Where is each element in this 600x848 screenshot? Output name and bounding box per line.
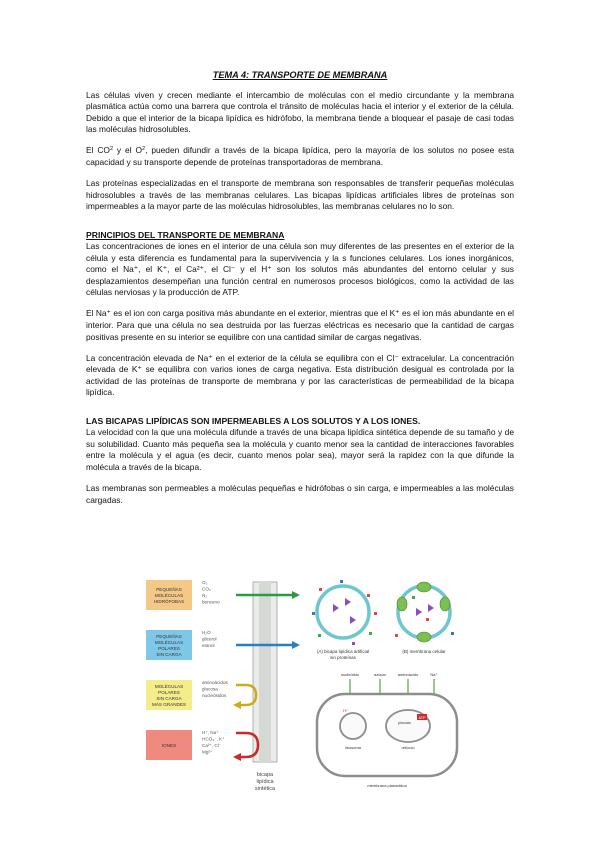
category-label: MÁS GRANDES (152, 702, 186, 707)
lipid-bilayer-core (259, 582, 271, 762)
molecule-item: benceno (202, 599, 220, 605)
bilayer-label-1: bicapa (256, 772, 274, 778)
cell-a-label-2: sin proteínas (330, 655, 356, 660)
arrow-head (233, 753, 241, 761)
label-hplus: H⁺ (343, 708, 348, 713)
section-heading-bicapas: LAS BICAPAS LIPÍDICAS SON IMPERMEABLES A LOS SOLUTOS Y A LOS IONES. (86, 416, 421, 427)
label-membrana-plasmatica: membrana plasmática (367, 783, 407, 788)
category-label: MOLÉCULAS (154, 593, 184, 598)
category-label: HIDRÓFOBAS (153, 599, 185, 604)
label-azucar: azúcar (373, 672, 387, 677)
document-page (86, 70, 514, 506)
molecule-item: etanol (202, 643, 215, 648)
plasma-membrane (317, 694, 457, 776)
page-title: TEMA 4: TRANSPORTE DE MEMBRANA (212, 70, 388, 80)
category-label: PEQUEÑAS (156, 587, 182, 592)
section2-paragraph-2: Las membranas son permeables a moléculas pequeñas e hidrófobas o sin carga, e impermeables a las moléculas cargadas. (86, 482, 514, 505)
lysosome (340, 713, 366, 739)
bilayer-label-3: sintética (254, 786, 276, 792)
label-aminoacido: aminoácido (397, 672, 419, 677)
section-heading-principios: PRINCIPIOS DEL TRANSPORTE DE MEMBRANA (86, 229, 285, 240)
category-label: SIN CARGA (156, 696, 182, 701)
section1-paragraph-2: El Na⁺ es el ion con carga positiva más abundante en el exterior, mientras que el K⁺ es el ion más abundante en el interior. Para que una célula no sea destruida por las fuerzas eléctricas es necesario que la cantidad de cargas positivas presente en su interior se equilibre con una cantidad similar de cargas negativas. (86, 308, 514, 342)
molecule-item: Mg²⁺ (202, 749, 213, 755)
artificial-bilayer-cell (317, 586, 369, 638)
molecule-item: glucosa (202, 686, 218, 692)
category-label: POLARES (158, 690, 180, 695)
cell-membrane-cell (398, 586, 450, 638)
category-label: IONES (161, 743, 177, 748)
label-na: Na⁺ (430, 672, 438, 677)
arrow-head (233, 701, 241, 709)
molecule-item: H₂O (202, 630, 211, 635)
category-label: PEQUEÑAS (156, 634, 182, 639)
label-piruvato: piruvato (398, 721, 411, 725)
section2-paragraph-1: La velocidad con la que una molécula difunde a través de una bicapa lipídica sintética depende de su tamaño y de su solubilidad. Cuanto más pequeña sea la molécula y cuanto menor sea la cantidad de interacciones favorables entre la molécula y el agua (es decir, cuanto menos polar sea), mayor será la rapidez con la que difunde la molécula a través de la bicapa. (86, 427, 514, 472)
bilayer-label-2: lipídica (256, 779, 274, 785)
molecule-item: Ca²⁺, Cl⁻ (202, 743, 222, 748)
figure-svg (140, 574, 460, 842)
molecule-item: aminoácidos (202, 680, 228, 685)
membrane-permeability-figure (140, 574, 460, 842)
section1-paragraph-3: La concentración elevada de Na⁺ en el exterior de la célula se equilibra con el Cl⁻ extracelular. La concentración elevada de K⁺ se equilibra con varios iones de carga negativa. Esta distribución desigual es controlada por la actividad de las proteínas de transporte de membrana y por las características de permeabilidad de la bicapa lipídica. (86, 352, 514, 398)
arrow-head (292, 641, 300, 649)
molecule-item: nucleósidos (202, 693, 227, 698)
category-label: MOLÉCULAS (154, 684, 184, 689)
molecule-item: O₂ (202, 580, 208, 585)
molecule-item: CO₂ (202, 586, 211, 592)
label-lisosoma: lisosoma (345, 745, 361, 750)
label-reticulo: retículo (401, 745, 415, 750)
molecule-item: glicerol (202, 636, 217, 642)
arrow-head (292, 591, 300, 599)
molecule-item: H⁺, Na⁺ (202, 730, 219, 735)
label-atp: ATP (418, 716, 426, 720)
cell-b-label: (B) membrana celular (402, 649, 446, 654)
intro-paragraph-3: Las proteínas especializadas en el transporte de membrana son responsables de transferir pequeñas moléculas hidrosolubles a través de las membranas celulares. Las bicapas lipídicas artificiales libres de proteínas son impermeables a la mayor parte de las moléculas hidrosolubles, las membranas celulares no lo son. (86, 178, 514, 212)
intro-paragraph-1: Las células viven y crecen mediante el intercambio de moléculas con el medio circundante y la membrana plasmática actúa como una barrera que controla el tránsito de moléculas hacia el interior y el exterior de la célula. Debido a que el interior de la bicapa lipídica es hidrófobo, la membrana tiende a bloquear el pasaje de casi todas las moléculas hidrosolubles. (86, 89, 514, 135)
molecule-item: HCO₃⁻, K⁺ (202, 736, 225, 742)
section1-paragraph-1: Las concentraciones de iones en el interior de una célula son muy diferentes de las presentes en el exterior de la célula y esta diferencia es fundamental para la supervivencia y la s funciones celulares. Los iones inorgánicos, como el Na⁺, el K⁺, el Ca²⁺, el Cl⁻ y el H⁺ son los solutos más abundantes del entorno celular y sus desplazamientos desempeñan una función central en numerosos procesos biológicos, como la actividad de las células nerviosas y la producción de ATP. (86, 240, 514, 298)
category-label: POLARES (158, 646, 180, 651)
intro-paragraph-2: El $CO^2$ y el $O^2$, pueden difundir a través de la bicapa lipídica, pero la mayoría de los solutos no posee esta capacidad y su transporte depende de proteínas transportadoras de membrana. (86, 145, 514, 168)
category-label: MOLÉCULAS (154, 640, 184, 645)
label-nucleotido: nucleótido (340, 672, 360, 677)
cell-a-label-1: (A) bicapa lipídica artificial (316, 649, 370, 654)
molecule-item: N₂ (202, 593, 208, 598)
category-label: SIN CARGA (156, 652, 182, 657)
